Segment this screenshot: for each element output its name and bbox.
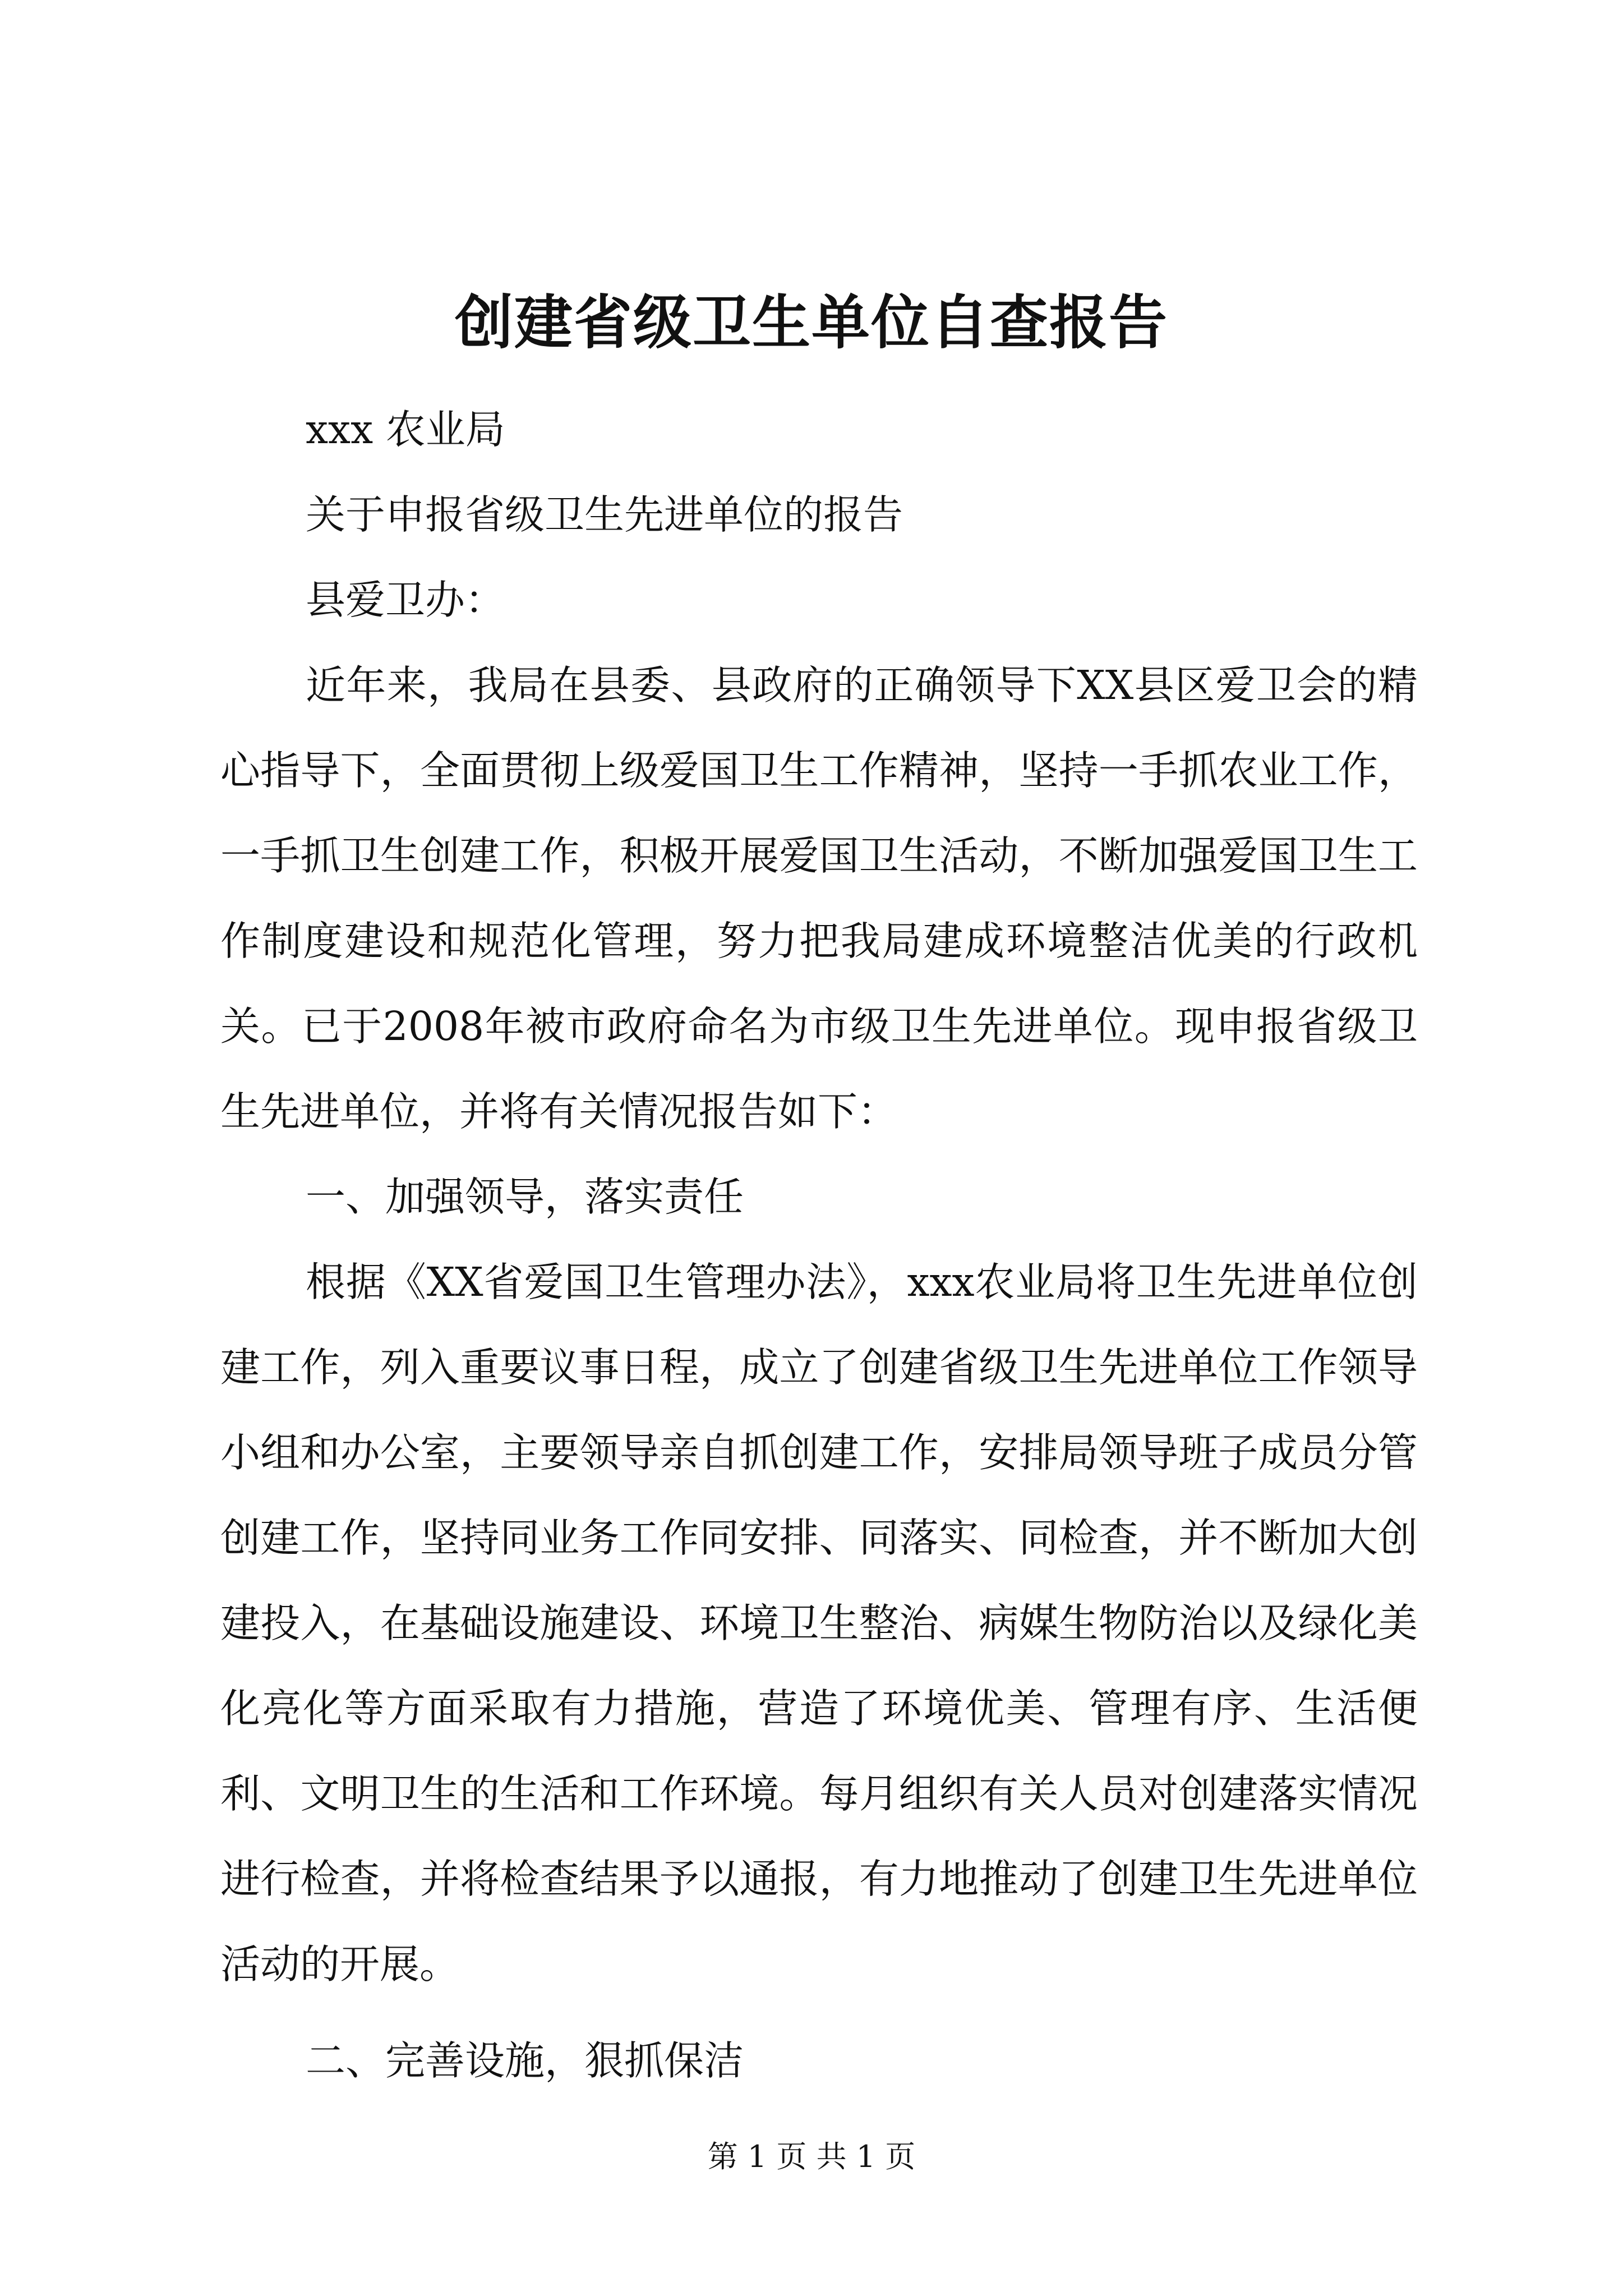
section-heading: 二、完善设施，狠抓保洁 xyxy=(306,2037,744,2084)
sender-line: xxx 农业局 xyxy=(306,406,505,453)
paragraph: 根据《XX省爱国卫生管理办法》，xxx农业局将卫生先进单位创建工作，列入重要议事日程，成立了创建省级卫生先进单位工作领导小组和办公室，主要领导亲自抓创建工作，安排局领导班子成员分管创建工作，坚持同业务工作同安排、同落实、同检查，并不断加大创建投入，在基础设施建设、环境卫生整治、病媒生物防治以及绿化美化亮化等方面采取有力措施，营造了环境优美、管理有序、生活便利、文明卫生的生活和工作环境。每月组织有关人员对创建落实情况进行检查，并将检查结果予以通报，有力地推动了创建卫生先进单位活动的开展。 xyxy=(220,1259,1418,1987)
paragraph: 近年来，我局在县委、县政府的正确领导下XX县区爱卫会的精心指导下，全面贯彻上级爱国卫生工作精神，坚持一手抓农业工作，一手抓卫生创建工作，积极开展爱国卫生活动，不断加强爱国卫生工作制度建设和规范化管理，努力把我局建成环境整洁优美的行政机关。已于2008年被市政府命名为市级卫生先进单位。现申报省级卫生先进单位，并将有关情况报告如下： xyxy=(220,662,1418,1135)
addressee-line: 县爱卫办： xyxy=(306,577,505,623)
section-heading: 一、加强领导，落实责任 xyxy=(306,1174,744,1220)
document-title: 创建省级卫生单位自查报告 xyxy=(454,288,1168,357)
page-number-footer: 第 1 页 共 1 页 xyxy=(707,2139,916,2174)
document-body xyxy=(220,387,1418,2104)
subject-line: 关于申报省级卫生先进单位的报告 xyxy=(306,491,903,538)
